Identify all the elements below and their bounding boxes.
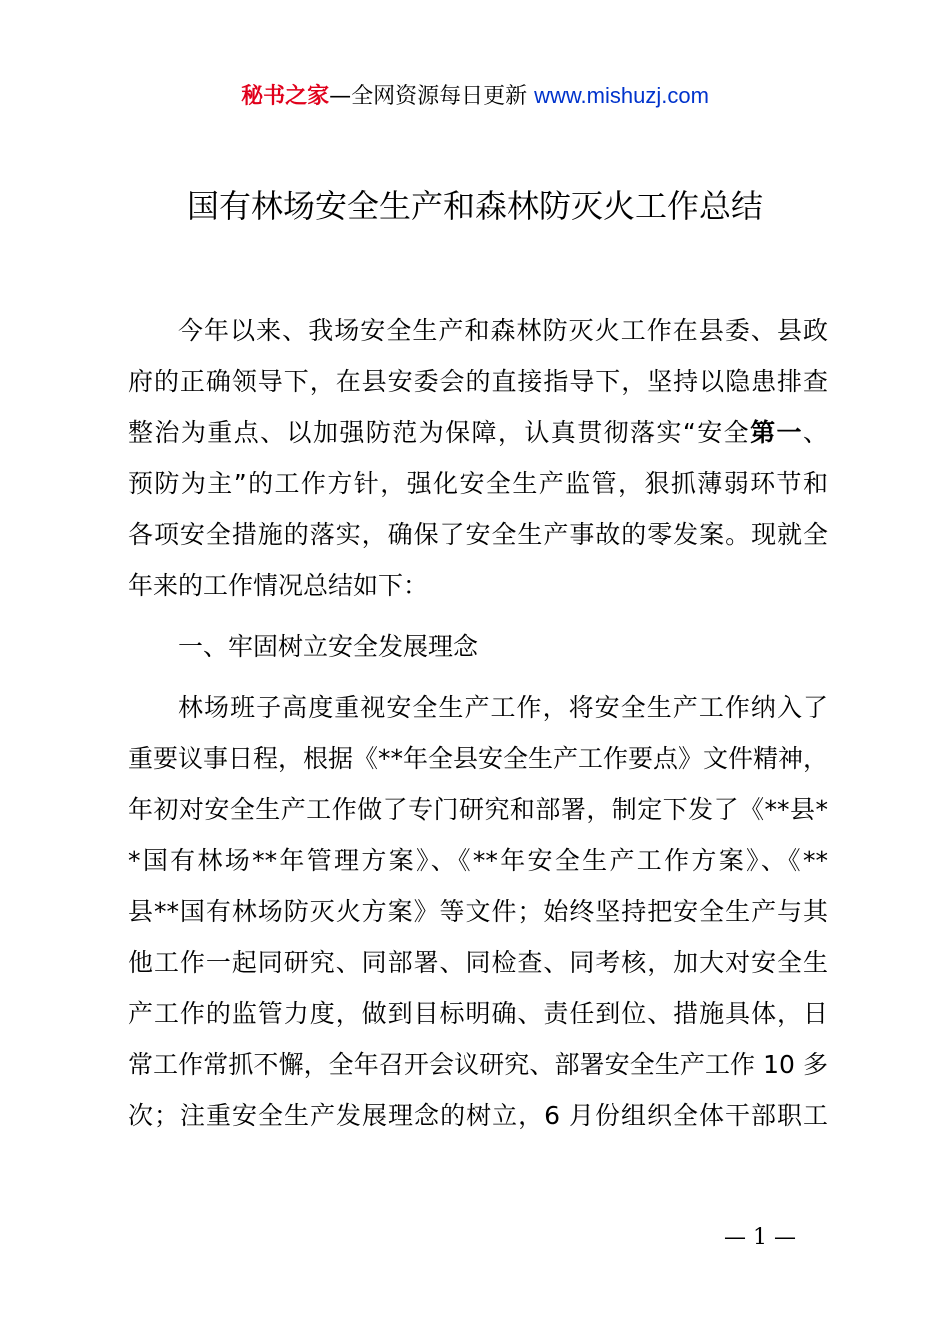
section-heading: 一、牢固树立安全发展理念 bbox=[178, 632, 479, 661]
brand-name: 秘书之家 bbox=[241, 84, 330, 109]
paragraph-line: 他工作一起同研究、同部署、同检查、同考核，加大对安全生 bbox=[128, 948, 828, 977]
text-run: 整治为重点、以加强防范为保障，认真贯彻落实“安全 bbox=[128, 418, 751, 447]
banner-tagline: —全网资源每日更新 bbox=[329, 84, 535, 109]
paragraph-line: 年来的工作情况总结如下： bbox=[128, 571, 429, 600]
paragraph-gap bbox=[128, 672, 828, 682]
paragraph-line: 产工作的监管力度，做到目标明确、责任到位、措施具体，日 bbox=[128, 999, 828, 1028]
banner-url[interactable]: www.mishuzj.com bbox=[534, 83, 709, 108]
paragraph-line: 今年以来、我场安全生产和森林防灭火工作在县委、县政 bbox=[178, 316, 828, 345]
paragraph-line: 各项安全措施的落实，确保了安全生产事故的零发案。现就全 bbox=[128, 520, 828, 549]
document-body bbox=[128, 305, 828, 1141]
page-number: — 1 — bbox=[724, 1225, 796, 1250]
paragraph-gap bbox=[128, 611, 828, 621]
paragraph-line: 常工作常抓不懈，全年召开会议研究、部署安全生产工作 10 多 bbox=[128, 1050, 828, 1079]
paragraph-line: 年初对安全生产工作做了专门研究和部署，制定下发了《**县* bbox=[128, 795, 828, 824]
paragraph-line bbox=[128, 407, 828, 458]
paragraph-line: 次；注重安全生产发展理念的树立，6 月份组织全体干部职工 bbox=[128, 1101, 828, 1130]
paragraph-line: 府的正确领导下，在县安委会的直接指导下，坚持以隐患排查 bbox=[128, 367, 828, 396]
site-banner bbox=[0, 80, 950, 113]
bold-text-run: 第一 bbox=[750, 418, 803, 447]
paragraph-line: *国有林场**年管理方案》、《**年安全生产工作方案》、《** bbox=[128, 846, 828, 875]
paragraph-line: 预防为主”的工作方针，强化安全生产监管，狠抓薄弱环节和 bbox=[128, 469, 828, 498]
paragraph-line: 县**国有林场防灭火方案》等文件；始终坚持把安全生产与其 bbox=[128, 897, 828, 926]
paragraph-line: 重要议事日程，根据《**年全县安全生产工作要点》文件精神， bbox=[128, 744, 829, 773]
text-run: 、 bbox=[802, 418, 828, 447]
paragraph-line: 林场班子高度重视安全生产工作，将安全生产工作纳入了 bbox=[178, 693, 828, 722]
document-title: 国有林场安全生产和森林防灭火工作总结 bbox=[186, 187, 763, 225]
